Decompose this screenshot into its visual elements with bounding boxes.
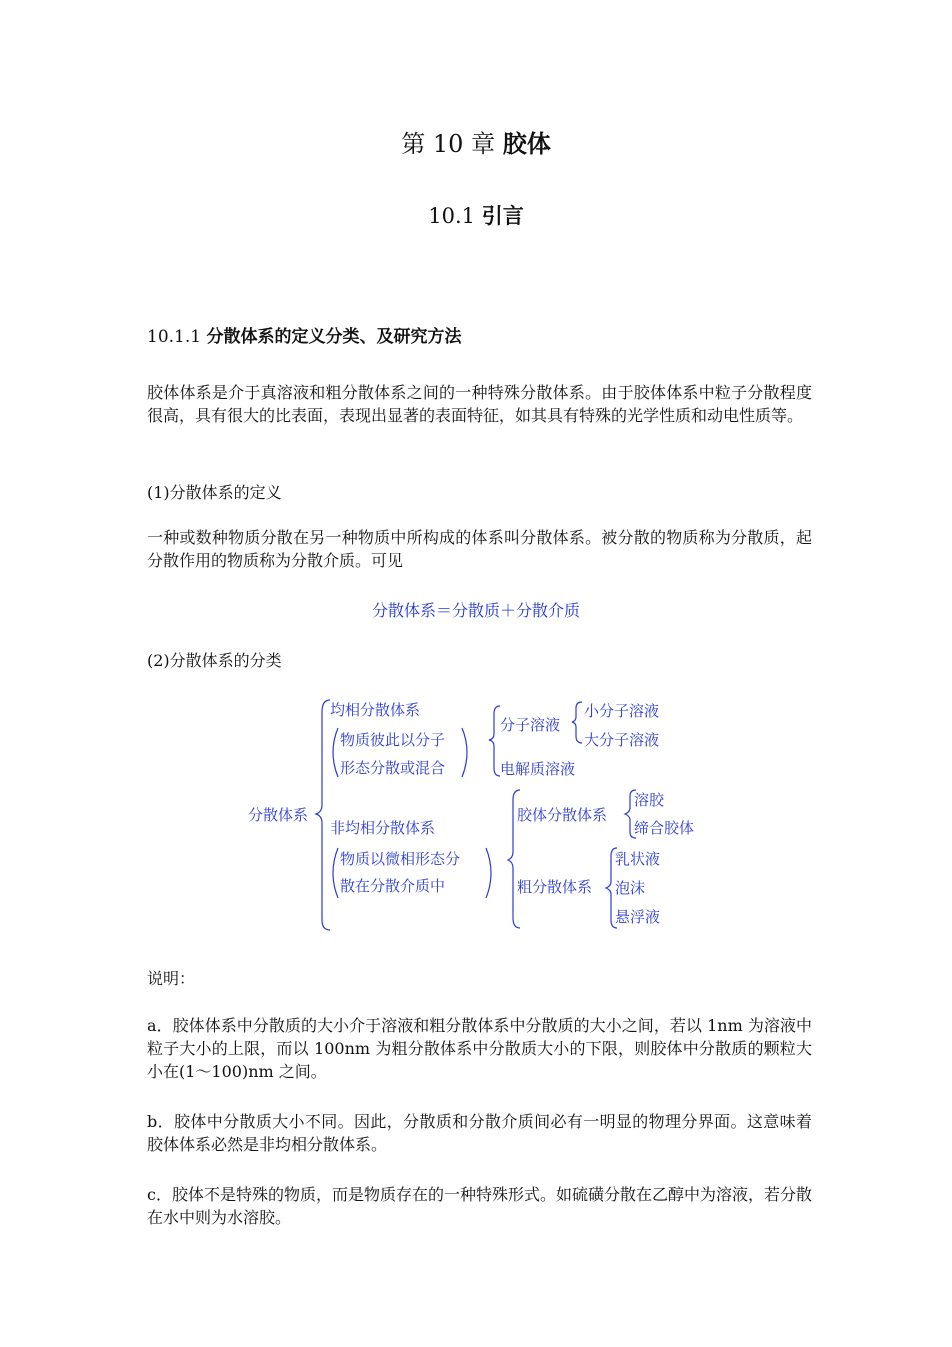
molecular-solution-label: 分子溶液 [500,716,561,734]
note-c: c．胶体不是特殊的物质，而是物质存在的一种特殊形式。如硫磺分散在乙醇中为溶液，若分散在水中则为水溶胶。 [147,1185,812,1227]
classification-diagram [230,690,750,940]
chapter-title: 第 10 章 胶体 [401,130,551,158]
suspension-label: 悬浮液 [615,908,661,926]
root-label: 分散体系 [248,806,309,824]
note-b: b．胶体中分散质大小不同。因此，分散质和分散介质间必有一明显的物理分界面。这意味着胶体体系必然是非均相分散体系。 [147,1112,812,1154]
association-colloid-label: 缔合胶体 [634,819,695,837]
definition-formula: 分散体系＝分散质＋分散介质 [371,601,580,620]
large-molecule-solution-label: 大分子溶液 [584,731,660,749]
coarse-system-label: 粗分散体系 [517,878,593,896]
notes-heading: 说明： [147,969,196,988]
colloid-system-label: 胶体分散体系 [517,806,608,824]
heterogeneous-note-paren-left [333,848,338,898]
root-brace [316,700,330,930]
classification-heading: (2)分散体系的分类 [147,651,282,670]
sol-label: 溶胶 [634,791,665,809]
homogeneous-note-line2: 形态分散或混合 [340,759,446,777]
heterogeneous-note-paren-right [486,848,491,898]
subsection-title: 10.1.1 分散体系的定义分类、及研究方法 [147,327,462,347]
homogeneous-brace [489,706,500,776]
note-a: a．胶体体系中分散质的大小介于溶液和粗分散体系中分散质的大小之间，若以 1nm 为溶液中粒子大小的上限，而以 100nm 为粗分散体系中分散质大小的下限，则胶体中分散质的颗粒大小在(1～100)nm 之间。 [147,1016,812,1081]
heterogeneous-label: 非均相分散体系 [330,819,436,837]
intro-paragraph: 胶体体系是介于真溶液和粗分散体系之间的一种特殊分散体系。由于胶体体系中粒子分散程度很高，具有很大的比表面，表现出显著的表面特征，如其具有特殊的光学性质和动电性质等。 [147,383,812,425]
foam-label: 泡沫 [615,879,646,897]
homogeneous-note-line1: 物质彼此以分子 [340,731,446,749]
section-title: 10.1 引言 [428,204,524,228]
homogeneous-label: 均相分散体系 [330,701,421,719]
definition-paragraph: 一种或数种物质分散在另一种物质中所构成的体系叫分散体系。被分散的物质称为分散质，起分散作用的物质称为分散介质。可见 [147,528,812,570]
emulsion-label: 乳状液 [615,850,661,868]
molecular-brace [572,702,582,743]
definition-heading: (1)分散体系的定义 [147,483,282,502]
electrolyte-solution-label: 电解质溶液 [500,760,576,778]
homogeneous-note-paren-right [462,728,467,777]
heterogeneous-note-line1: 物质以微相形态分 [340,850,461,868]
heterogeneous-note-line2: 散在分散介质中 [340,877,446,895]
small-molecule-solution-label: 小分子溶液 [584,702,660,720]
homogeneous-note-paren-left [333,728,338,777]
